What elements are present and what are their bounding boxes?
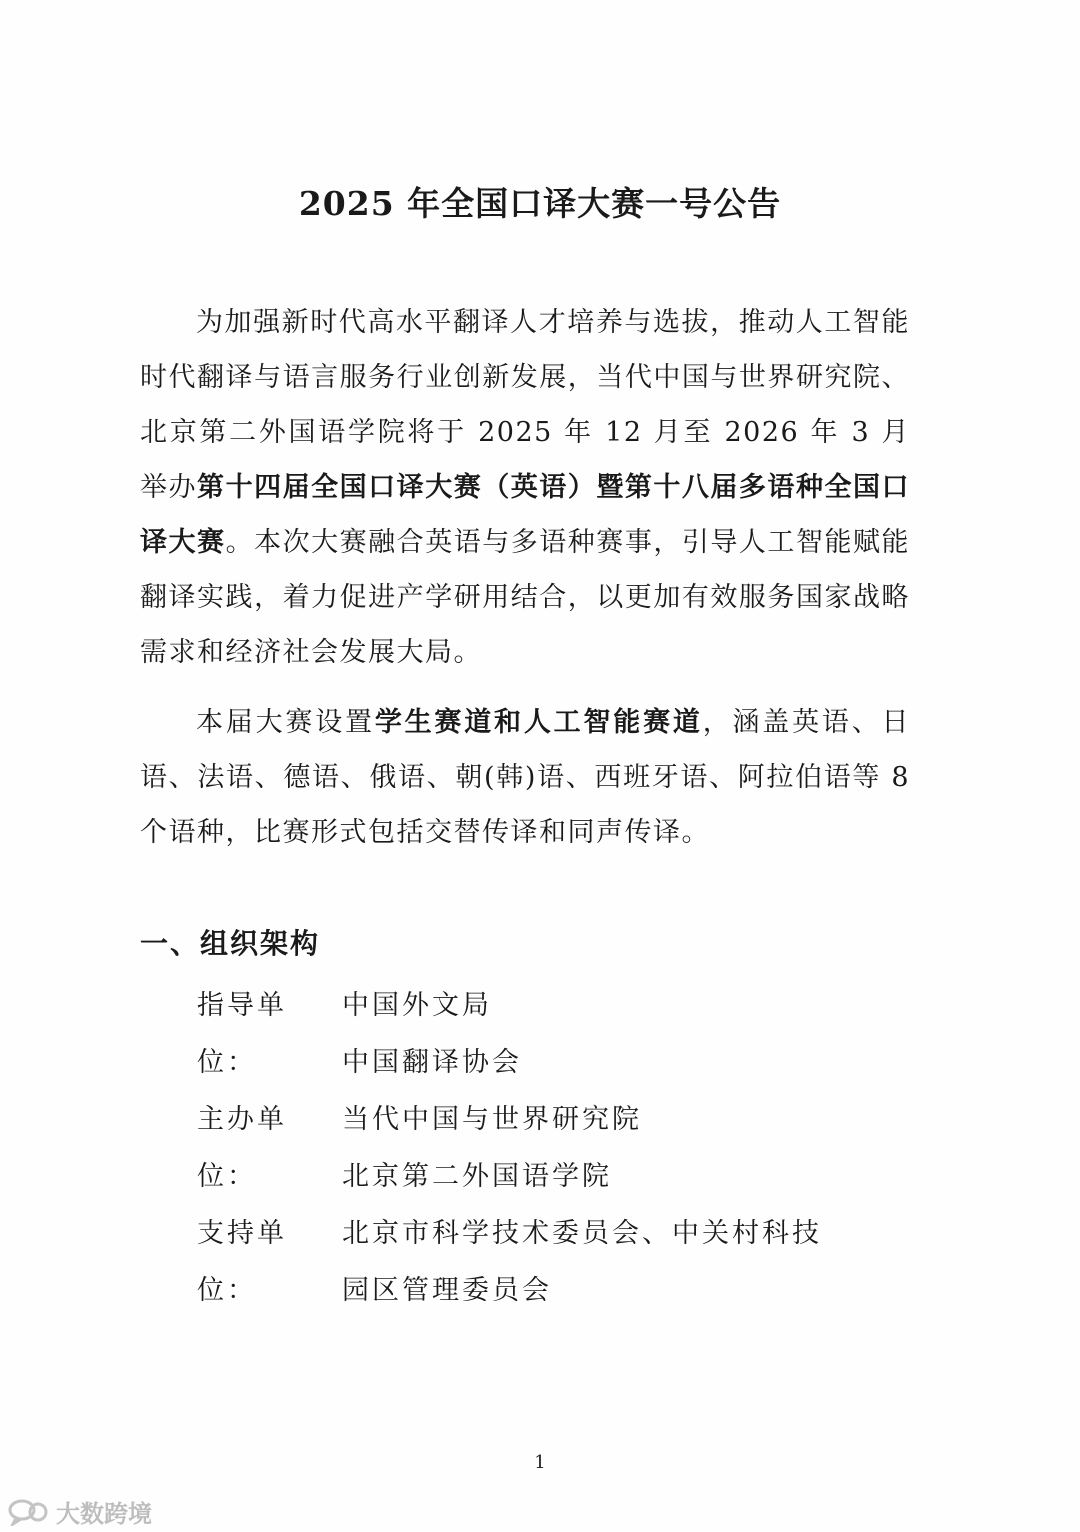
- speech-bubble-logo-icon: [8, 1498, 52, 1526]
- page-number: 1: [534, 1452, 546, 1473]
- org-values-host: [342, 1091, 642, 1205]
- org-label-guide: 指导单位：: [197, 990, 287, 1078]
- org-label-host: 主办单位：: [197, 1104, 287, 1192]
- org-value-guide-2: 中国翻译协会: [342, 1047, 522, 1078]
- org-value-support-1: 北京市科学技术委员会、中关村科技: [342, 1218, 822, 1249]
- org-row-host: [197, 1091, 642, 1205]
- org-label-support: 支持单位：: [197, 1218, 287, 1306]
- intro-text-2: 。本次大赛融合英语与多语种赛事，引导人工智能赋能翻译实践，着力促进产学研用结合，以更加有效服务国家战略需求和经济社会发展大局。: [140, 527, 911, 668]
- tracks-text-1: 本届大赛设置: [196, 707, 375, 738]
- watermark-text: 大数跨境: [56, 1500, 152, 1528]
- org-value-guide-1: 中国外文局: [342, 990, 492, 1021]
- intro-bold-event-name: 第十四届全国口译大赛（英语）暨第十八届多语种全国口译大赛: [140, 472, 911, 558]
- org-row-support: [197, 1205, 822, 1319]
- tracks-bold: 学生赛道和人工智能赛道: [374, 707, 703, 738]
- tracks-text-2: ，涵盖英语、日语、法语、德语、俄语、朝(韩)语、西班牙语、阿拉伯语等 8 个语种，比赛形式包括交替传译和同声传译。: [140, 707, 911, 848]
- intro-paragraph: [140, 295, 910, 680]
- document-title: 2025 年全国口译大赛一号公告: [298, 184, 782, 223]
- org-value-support-2: 园区管理委员会: [342, 1275, 552, 1306]
- watermark: [8, 1494, 152, 1529]
- org-values-support: [342, 1205, 822, 1319]
- org-value-host-2: 北京第二外国语学院: [342, 1161, 612, 1192]
- org-row-guide: [197, 977, 522, 1091]
- section-heading-organization: 一、组织架构: [140, 927, 321, 960]
- org-value-host-1: 当代中国与世界研究院: [342, 1104, 642, 1135]
- tracks-paragraph: [140, 695, 910, 860]
- intro-text-1: 为加强新时代高水平翻译人才培养与选拔，推动人工智能时代翻译与语言服务行业创新发展，当代中国与世界研究院、北京第二外国语学院将于 2025 年 12 月至 2026 年 3 月举办: [140, 307, 910, 503]
- org-values-guide: [342, 977, 522, 1091]
